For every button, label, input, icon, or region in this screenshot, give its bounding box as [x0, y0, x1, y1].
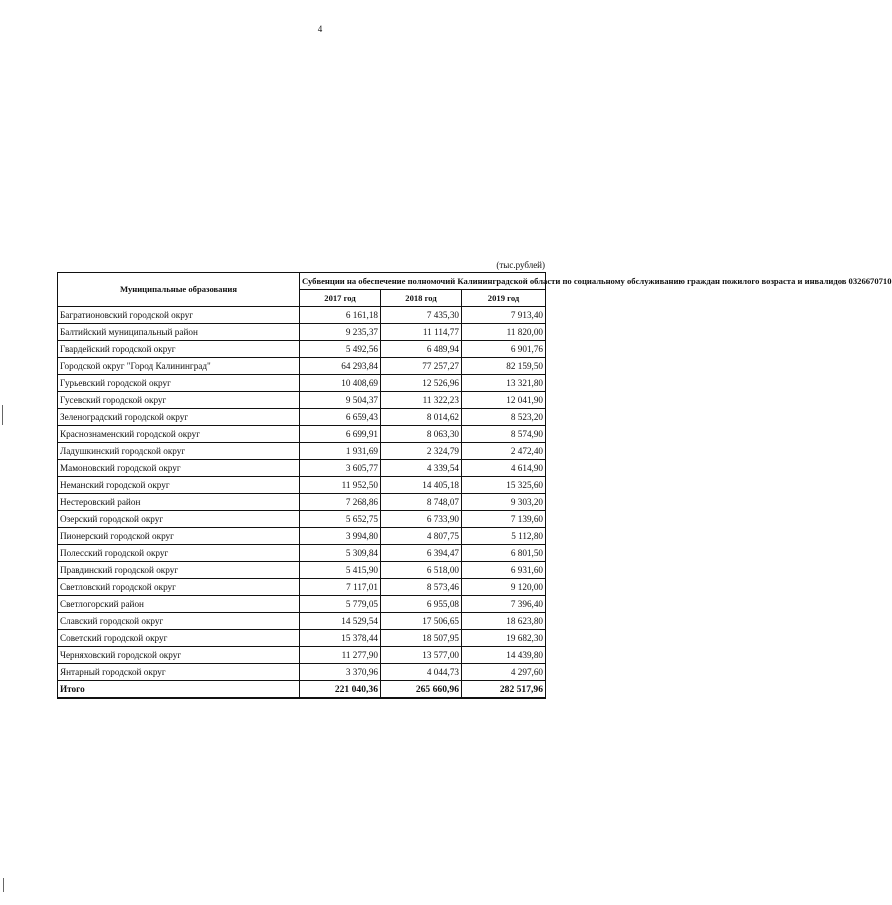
value-2019: 11 820,00: [462, 324, 546, 341]
value-2018: 11 322,23: [381, 392, 462, 409]
municipality-name: Озерский городской округ: [58, 511, 300, 528]
value-2017: 9 235,37: [300, 324, 381, 341]
value-2018: 8 748,07: [381, 494, 462, 511]
value-2017: 6 659,43: [300, 409, 381, 426]
value-2017: 11 277,90: [300, 647, 381, 664]
table-row: [58, 460, 546, 477]
municipality-name: Нестеровский район: [58, 494, 300, 511]
table-row: [58, 341, 546, 358]
value-2017: 5 415,90: [300, 562, 381, 579]
value-2017: 5 309,84: [300, 545, 381, 562]
municipality-name: Гурьевский городской округ: [58, 375, 300, 392]
value-2019: 7 913,40: [462, 307, 546, 324]
municipality-name: Краснознаменский городской округ: [58, 426, 300, 443]
value-2018: 265 660,96: [381, 681, 462, 699]
value-2017: 9 504,37: [300, 392, 381, 409]
table-row: [58, 647, 546, 664]
value-2018: 6 489,94: [381, 341, 462, 358]
value-2018: 7 435,30: [381, 307, 462, 324]
municipality-name: Пионерский городской округ: [58, 528, 300, 545]
value-2017: 64 293,84: [300, 358, 381, 375]
value-2019: 8 574,90: [462, 426, 546, 443]
scan-mark: [3, 878, 4, 892]
value-2019: 8 523,20: [462, 409, 546, 426]
table-row: [58, 494, 546, 511]
value-2017: 5 779,05: [300, 596, 381, 613]
value-2017: 14 529,54: [300, 613, 381, 630]
table-row: [58, 375, 546, 392]
value-2017: 1 931,69: [300, 443, 381, 460]
table-row: [58, 528, 546, 545]
value-2018: 6 733,90: [381, 511, 462, 528]
table-row: [58, 358, 546, 375]
municipality-name: Ладушкинский городской округ: [58, 443, 300, 460]
value-2019: 6 901,76: [462, 341, 546, 358]
value-2017: 10 408,69: [300, 375, 381, 392]
value-2018: 4 339,54: [381, 460, 462, 477]
value-2019: 12 041,90: [462, 392, 546, 409]
table-row: [58, 392, 546, 409]
value-2018: 8 063,30: [381, 426, 462, 443]
table-row: [58, 409, 546, 426]
value-2019: 7 139,60: [462, 511, 546, 528]
municipality-name: Янтарный городской округ: [58, 664, 300, 681]
header-municipalities: Муниципальные образования: [58, 273, 300, 307]
municipality-name: Гусевский городской округ: [58, 392, 300, 409]
value-2019: 15 325,60: [462, 477, 546, 494]
value-2019: 6 931,60: [462, 562, 546, 579]
value-2019: 4 297,60: [462, 664, 546, 681]
year-2018-header: 2018 год: [381, 290, 462, 307]
municipality-name: Багратионовский городской округ: [58, 307, 300, 324]
value-2019: 4 614,90: [462, 460, 546, 477]
municipality-name: Черняховский городской округ: [58, 647, 300, 664]
year-2019-header: 2019 год: [462, 290, 546, 307]
page-number: 4: [317, 24, 323, 34]
value-2019: 282 517,96: [462, 681, 546, 699]
municipality-name: Светлогорский район: [58, 596, 300, 613]
table-row: [58, 562, 546, 579]
subvention-table: [57, 272, 892, 699]
municipality-name: Полесский городской округ: [58, 545, 300, 562]
value-2018: 8 573,46: [381, 579, 462, 596]
value-2018: 17 506,65: [381, 613, 462, 630]
table-body: [58, 307, 546, 699]
value-2018: 12 526,96: [381, 375, 462, 392]
value-2019: 18 623,80: [462, 613, 546, 630]
value-2018: 77 257,27: [381, 358, 462, 375]
value-2019: 9 303,20: [462, 494, 546, 511]
value-2019: 6 801,50: [462, 545, 546, 562]
municipality-name: Городской округ "Город Калининград": [58, 358, 300, 375]
value-2018: 13 577,00: [381, 647, 462, 664]
value-2019: 2 472,40: [462, 443, 546, 460]
value-2018: 11 114,77: [381, 324, 462, 341]
value-2017: 3 370,96: [300, 664, 381, 681]
value-2017: 11 952,50: [300, 477, 381, 494]
table-row: [58, 630, 546, 647]
municipality-name: Балтийский муниципальный район: [58, 324, 300, 341]
municipality-name: Мамоновский городской округ: [58, 460, 300, 477]
value-2017: 15 378,44: [300, 630, 381, 647]
value-2017: 3 605,77: [300, 460, 381, 477]
municipality-name: Славский городской округ: [58, 613, 300, 630]
municipality-name: Светловский городской округ: [58, 579, 300, 596]
value-2017: 7 268,86: [300, 494, 381, 511]
value-2018: 2 324,79: [381, 443, 462, 460]
value-2019: 9 120,00: [462, 579, 546, 596]
table-row: [58, 545, 546, 562]
municipality-name: Правдинский городской округ: [58, 562, 300, 579]
value-2018: 6 955,08: [381, 596, 462, 613]
table-row: [58, 511, 546, 528]
table-row: [58, 613, 546, 630]
table-row: [58, 596, 546, 613]
value-2017: 221 040,36: [300, 681, 381, 699]
municipality-name: Зеленоградский городской округ: [58, 409, 300, 426]
table-row: [58, 579, 546, 596]
value-2018: 6 394,47: [381, 545, 462, 562]
value-2018: 8 014,62: [381, 409, 462, 426]
value-2018: 6 518,00: [381, 562, 462, 579]
table-row: [58, 426, 546, 443]
value-2017: 6 161,18: [300, 307, 381, 324]
value-2018: 4 807,75: [381, 528, 462, 545]
municipality-name: Итого: [58, 681, 300, 699]
municipality-name: Советский городской округ: [58, 630, 300, 647]
table-row: [58, 324, 546, 341]
municipality-name: Неманский городской округ: [58, 477, 300, 494]
table-row: [58, 477, 546, 494]
value-2018: 4 044,73: [381, 664, 462, 681]
value-2019: 13 321,80: [462, 375, 546, 392]
value-2019: 14 439,80: [462, 647, 546, 664]
value-2017: 3 994,80: [300, 528, 381, 545]
value-2018: 18 507,95: [381, 630, 462, 647]
total-row: [58, 681, 546, 699]
header-subvention: Субвенции на обеспечение полномочий Калининградской области по социальному обслуживанию граждан пожилого возраста и инвалидов 0326670710: [300, 273, 546, 290]
value-2019: 7 396,40: [462, 596, 546, 613]
table-row: [58, 443, 546, 460]
year-2017-header: 2017 год: [300, 290, 381, 307]
table-row: [58, 664, 546, 681]
table-row: [58, 307, 546, 324]
scan-mark: [2, 405, 3, 425]
value-2019: 19 682,30: [462, 630, 546, 647]
value-2017: 5 492,56: [300, 341, 381, 358]
value-2019: 82 159,50: [462, 358, 546, 375]
value-2019: 5 112,80: [462, 528, 546, 545]
value-2017: 5 652,75: [300, 511, 381, 528]
value-2017: 7 117,01: [300, 579, 381, 596]
value-2018: 14 405,18: [381, 477, 462, 494]
units-label: (тыс.рублей): [496, 260, 545, 270]
municipality-name: Гвардейский городской округ: [58, 341, 300, 358]
value-2017: 6 699,91: [300, 426, 381, 443]
